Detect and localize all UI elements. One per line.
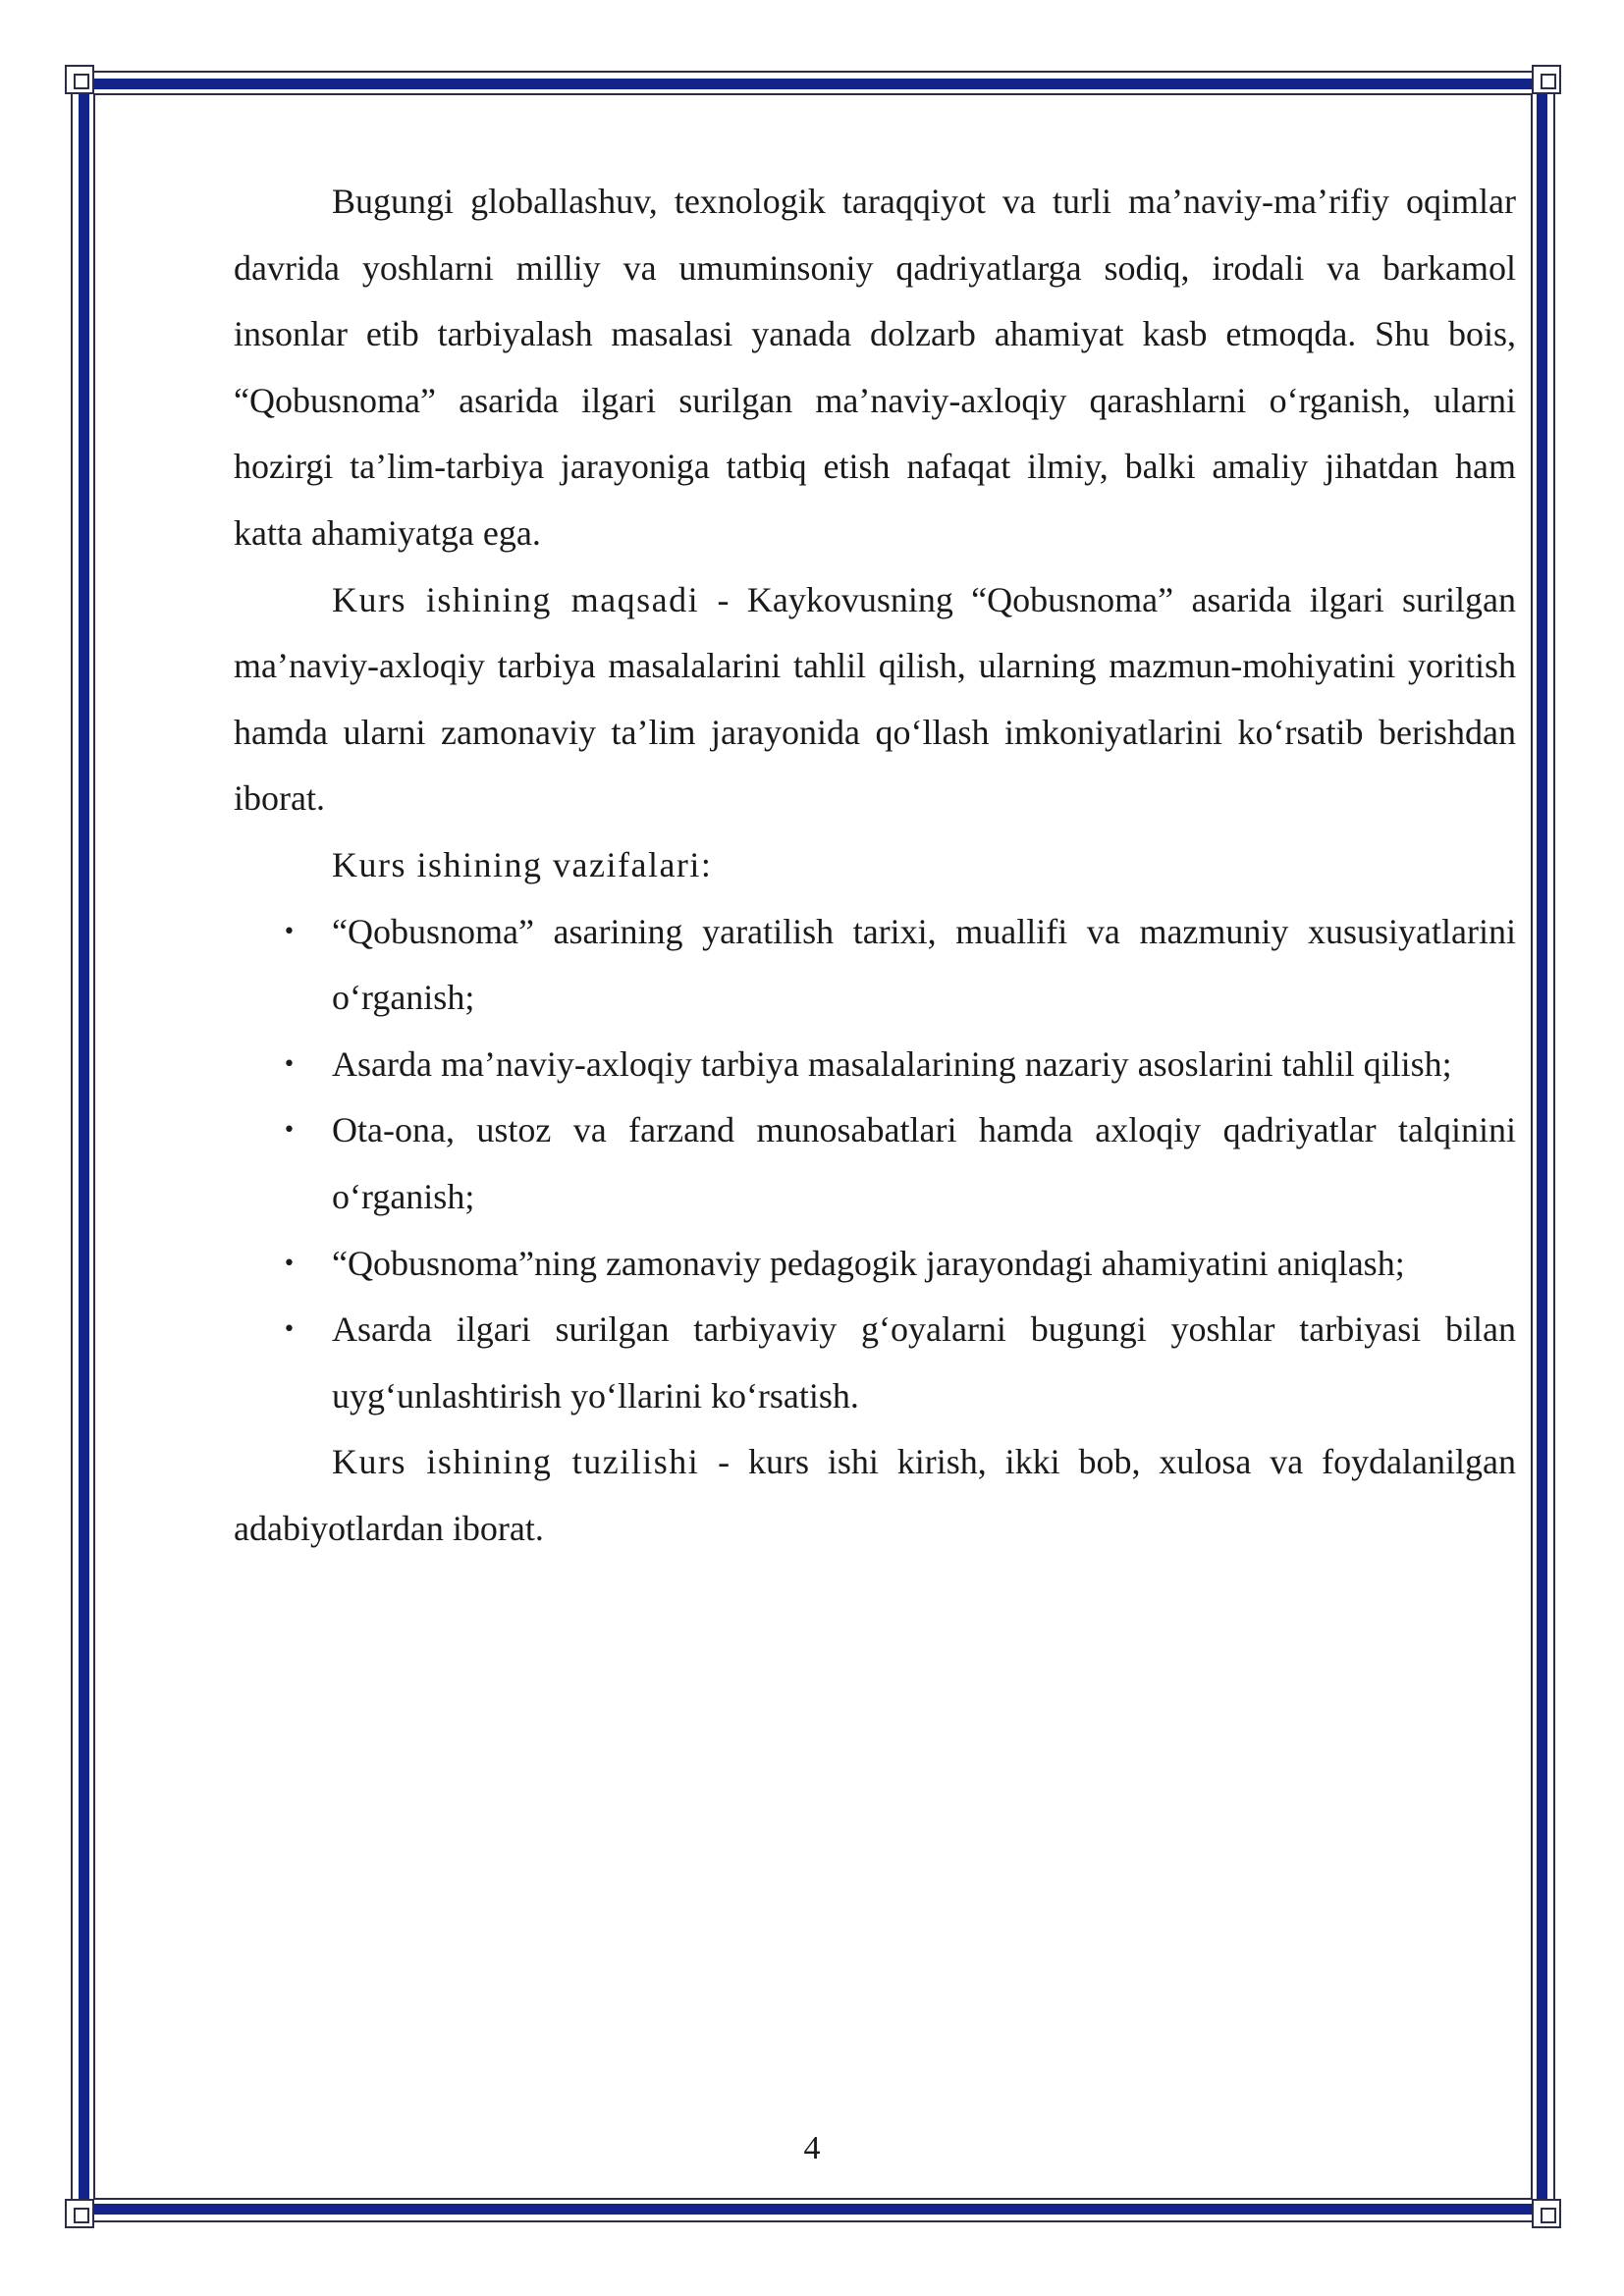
page-number: 4: [803, 2130, 821, 2166]
bullet-icon: •: [283, 1251, 296, 1276]
border-corner-ornament: [65, 65, 94, 94]
goal-text: - Kaykovusning “Qobusnoma” asarida ilgari surilgan ma’naviy-axloqiy tarbiya masalalarini tahlil qilish, ularning mazmun-mohiyatini yoritish hamda ularni zamonaviy ta’lim jarayonida qo‘llash imkoniyatlarini ko‘rsatib berishdan iborat.: [234, 579, 1517, 819]
goal-paragraph: [234, 567, 1516, 832]
border-corner-ornament: [65, 2199, 94, 2228]
bullet-icon: •: [283, 919, 296, 944]
list-item: [234, 1231, 1516, 1298]
bullet-icon: •: [283, 1317, 296, 1343]
intro-paragraph: Bugungi globallashuv, texnologik taraqqiyot va turli ma’naviy-ma’rifiy oqimlar davrida yoshlarni milliy va umuminsoniy qadriyatlarga sodiq, irodali va barkamol insonlar etib tarbiyalash masalasi yanada dolzarb ahamiyat kasb etmoqda. Shu bois, “Qobusnoma” asarida ilgari surilgan ma’naviy-axloqiy qarashlarni o‘rganish, ularni hozirgi ta’lim-tarbiya jarayoniga tatbiq etish nafaqat ilmiy, balki amaliy jihatdan ham katta ahamiyatga ega.: [234, 182, 1516, 553]
list-item: [234, 899, 1516, 1032]
task-text: “Qobusnoma” asarining yaratilish tarixi, muallifi va mazmuniy xususiyatlarini o‘rganish;: [332, 911, 1516, 1018]
list-item: [234, 1032, 1516, 1098]
task-text: “Qobusnoma”ning zamonaviy pedagogik jarayondagi ahamiyatini aniqlash;: [332, 1243, 1405, 1283]
task-text: Asarda ilgari surilgan tarbiyaviy g‘oyalarni bugungi yoshlar tarbiyasi bilan uyg‘unlashtirish yo‘llarini ko‘rsatish.: [332, 1309, 1516, 1415]
structure-label: Kurs ishining tuzilishi: [332, 1442, 700, 1482]
goal-label: Kurs ishining maqsadi: [332, 579, 700, 619]
task-text: Ota-ona, ustoz va farzand munosabatlari hamda axloqiy qadriyatlar talqinini o‘rganish;: [332, 1110, 1516, 1216]
bullet-icon: •: [283, 1118, 296, 1144]
tasks-list: [234, 899, 1516, 1430]
border-corner-ornament: [1532, 2199, 1561, 2228]
page-body: [234, 169, 1516, 1562]
tasks-label: Kurs ishining vazifalari:: [332, 844, 713, 884]
structure-text: - kurs ishi kirish, ikki bob, xulosa va foydalanilgan adabiyotlardan iborat.: [234, 1442, 1517, 1548]
list-item: [234, 1097, 1516, 1230]
tasks-heading: [234, 832, 1516, 899]
list-item: [234, 1297, 1516, 1429]
structure-paragraph: [234, 1429, 1516, 1562]
task-text: Asarda ma’naviy-axloqiy tarbiya masalalarining nazariy asoslarini tahlil qilish;: [332, 1043, 1452, 1084]
border-corner-ornament: [1532, 65, 1561, 94]
bullet-icon: •: [283, 1051, 296, 1077]
